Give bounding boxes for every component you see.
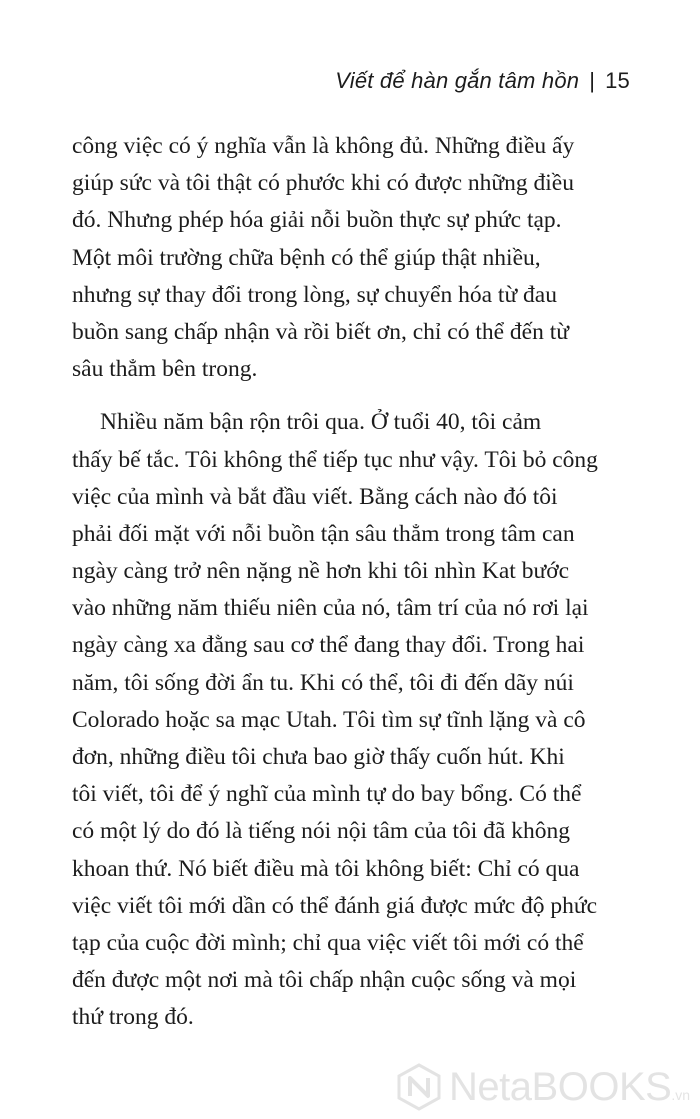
text-line: sâu thẳm bên trong.: [72, 356, 258, 383]
text-line: tôi viết, tôi để ý nghĩ của mình tự do bay bổng. Có thể: [72, 781, 582, 808]
netabooks-logo-icon: [395, 1063, 443, 1111]
watermark-brand: NetaBOOKS: [449, 1064, 672, 1109]
text-line: việc của mình và bắt đầu viết. Bằng cách nào đó tôi: [72, 483, 558, 510]
text-line: có một lý do đó là tiếng nói nội tâm của tôi đã không: [72, 818, 570, 845]
text-line: thứ trong đó.: [72, 1004, 194, 1031]
watermark-suffix: .vn: [671, 1087, 690, 1103]
text-line: Colorado hoặc sa mạc Utah. Tôi tìm sự tĩnh lặng và cô: [72, 706, 586, 733]
text-line: đến được một nơi mà tôi chấp nhận cuộc sống và mọi: [72, 967, 577, 994]
paragraph-2: [72, 404, 642, 1036]
text-line: đơn, những điều tôi chưa bao giờ thấy cuốn hút. Khi: [72, 744, 565, 770]
text-line: vào những năm thiếu niên của nó, tâm trí của nó rơi lại: [72, 595, 589, 622]
paragraph-1: [72, 128, 642, 388]
text-line: năm, tôi sống đời ẩn tu. Khi có thể, tôi đi đến dãy núi: [72, 669, 574, 696]
text-line: nhưng sự thay đổi trong lòng, sự chuyển hóa từ đau: [72, 281, 557, 308]
text-line: ngày càng trở nên nặng nề hơn khi tôi nhìn Kat bước: [72, 558, 570, 585]
page-number: 15: [605, 68, 630, 93]
netabooks-watermark: [395, 1063, 690, 1111]
text-line: Một môi trường chữa bệnh có thể giúp thật nhiều,: [72, 244, 541, 271]
body-text: [72, 128, 642, 1037]
header-title: Viết để hàn gắn tâm hồn: [335, 68, 580, 93]
text-line: giúp sức và tôi thật có phước khi có được những điều: [72, 170, 574, 197]
text-line: việc viết tôi mới dần có thể đánh giá được mức độ phức: [72, 892, 598, 919]
text-line: tạp của cuộc đời mình; chỉ qua việc viết tôi mới có thể: [72, 929, 584, 956]
text-line: phải đối mặt với nỗi buồn tận sâu thẳm trong tâm can: [72, 520, 575, 547]
header-separator: |: [589, 68, 596, 93]
running-header: [335, 68, 630, 94]
text-line: buồn sang chấp nhận và rồi biết ơn, chỉ có thể đến từ: [72, 318, 569, 345]
text-line: thấy bế tắc. Tôi không thể tiếp tục như vậy. Tôi bỏ công: [72, 446, 598, 473]
text-line: đó. Nhưng phép hóa giải nỗi buồn thực sự phức tạp.: [72, 207, 562, 234]
text-line: khoan thứ. Nó biết điều mà tôi không biết: Chỉ có qua: [72, 855, 580, 882]
text-line: công việc có ý nghĩa vẫn là không đủ. Những điều ấy: [72, 133, 575, 159]
text-line: ngày càng xa đằng sau cơ thể đang thay đổi. Trong hai: [72, 632, 585, 659]
text-line: Nhiều năm bận rộn trôi qua. Ở tuổi 40, tôi cảm: [100, 409, 542, 436]
